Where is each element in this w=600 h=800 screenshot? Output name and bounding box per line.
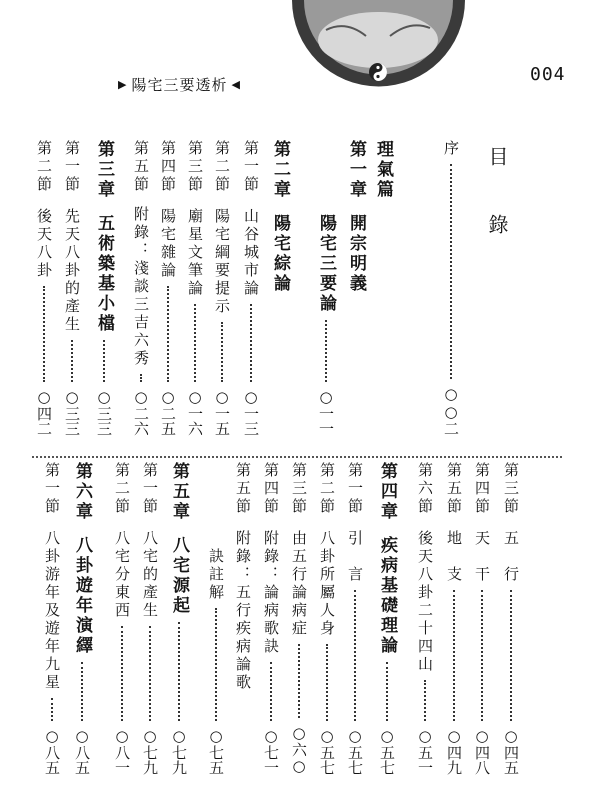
- toc-entry-page: ○一一: [317, 388, 335, 436]
- toc-entry-page: ○一三: [242, 388, 260, 436]
- toc-entry-page: ○五七: [318, 727, 336, 775]
- dot-leader: [354, 590, 356, 721]
- toc-entry: [73, 462, 90, 775]
- toc-entry-page: ○五七: [378, 727, 396, 775]
- toc-entry-title: 後天八卦: [35, 208, 53, 280]
- toc-entry-page: ○八五: [43, 727, 61, 775]
- toc-entry-page: ○一五: [213, 388, 231, 436]
- dot-leader: [325, 320, 327, 382]
- dot-leader: [43, 286, 45, 382]
- toc-entry-title: 由五行論病症: [290, 530, 308, 638]
- toc-entry: [170, 462, 187, 775]
- book-title-text: 陽宅三要透析: [131, 76, 228, 94]
- toc-entry-page: ○七九: [170, 727, 188, 775]
- toc-entry: [443, 140, 458, 436]
- toc-entry-page: ○六○: [290, 724, 308, 775]
- taiji-emblem-icon: [286, 0, 471, 100]
- toc-entry-title: 八宅分東西: [113, 530, 131, 620]
- toc-entry: [347, 462, 362, 775]
- toc-entry-page: ○二五: [159, 388, 177, 436]
- toc-entry-title: 八宅源起: [169, 536, 189, 616]
- toc-entry-label: 第二節: [35, 140, 53, 194]
- toc-entry-title: 理氣篇: [373, 140, 393, 200]
- toc-entry-label: 第五節: [132, 140, 150, 194]
- toc-heading-text: 目 錄: [485, 146, 509, 248]
- toc-entry: [114, 462, 129, 775]
- dot-leader: [149, 626, 151, 721]
- dot-leader: [510, 590, 512, 721]
- toc-entry-label: 第一節: [63, 140, 81, 194]
- toc-entry: [347, 140, 364, 436]
- toc-entry-label: 第四節: [473, 462, 491, 516]
- toc-entry-title: 序: [442, 140, 460, 158]
- toc-entry: [378, 462, 395, 775]
- dot-leader: [270, 662, 272, 721]
- toc-entry-page: ○七五: [207, 727, 225, 775]
- dot-leader: [194, 304, 196, 382]
- toc-entry-page: ○○二: [442, 385, 460, 436]
- toc-entry-label: 第五節: [234, 462, 252, 516]
- dot-leader: [81, 662, 83, 721]
- toc-entry-title: 八宅的產生: [141, 530, 159, 620]
- toc-entry-page: ○四九: [445, 727, 463, 775]
- dot-leader: [424, 680, 426, 721]
- toc-entry-page: ○四五: [502, 727, 520, 775]
- triangle-right-icon: ▶: [118, 78, 128, 91]
- toc-entry-label: 第三節: [186, 140, 204, 194]
- toc-entry: [263, 462, 278, 775]
- toc-entry-title: 陽宅綱要提示: [213, 208, 231, 316]
- toc-entry: [317, 214, 334, 436]
- toc-entry-title: 五 行: [502, 530, 520, 584]
- toc-entry-page: ○四八: [473, 727, 491, 775]
- toc-entry: [187, 140, 202, 436]
- toc-entry-title: 地 支: [445, 530, 463, 584]
- toc-entry: [64, 140, 79, 436]
- dot-leader: [250, 304, 252, 382]
- toc-entry-page: ○五一: [416, 727, 434, 775]
- toc-entry-label: 第三章: [94, 140, 114, 200]
- toc-entry-page: ○三三: [95, 388, 113, 436]
- dot-leader: [103, 340, 105, 382]
- toc-entry-title: 陽宅三要論: [316, 214, 336, 314]
- dot-leader: [450, 164, 452, 379]
- toc-entry: [36, 140, 51, 436]
- toc-entry-page: ○七一: [262, 727, 280, 775]
- toc-entry-label: 第一節: [242, 140, 260, 194]
- toc-entry-label: 第一節: [43, 462, 61, 516]
- toc-entry: [374, 140, 391, 436]
- toc-entry-label: 第二節: [318, 462, 336, 516]
- dot-leader: [71, 340, 73, 382]
- section-divider: [32, 456, 562, 458]
- toc-entry-title: 引 言: [346, 530, 364, 584]
- toc-entry-title: 五術築基小檔: [94, 214, 114, 334]
- toc-entry-title: 八卦所屬人身: [318, 530, 336, 638]
- dot-leader: [167, 286, 169, 382]
- toc-entry: [235, 462, 250, 700]
- toc-entry-label: 第一節: [346, 462, 364, 516]
- toc-entry-label: 第一章: [346, 140, 366, 200]
- toc-entry: [291, 462, 306, 775]
- toc-entry-page: ○一六: [186, 388, 204, 436]
- toc-entry-label: 第三節: [290, 462, 308, 516]
- dot-leader: [140, 374, 142, 382]
- dot-leader: [453, 590, 455, 721]
- toc-entry: [417, 462, 432, 775]
- book-title: [118, 74, 241, 95]
- dot-leader: [178, 622, 180, 721]
- toc-entry-title: 附錄：淺談三吉六秀: [132, 205, 150, 368]
- toc-entry-label: 第五章: [169, 462, 189, 522]
- toc-entry-title: 後天八卦二十四山: [416, 530, 434, 674]
- toc-entry: [160, 140, 175, 436]
- toc-entry-page: ○八一: [113, 727, 131, 775]
- dot-leader: [51, 698, 53, 721]
- toc-entry-label: 第四節: [262, 462, 280, 516]
- toc-entry-title: 陽宅雜論: [159, 208, 177, 280]
- toc-entry-page: ○四二: [35, 388, 53, 436]
- toc-entry-label: 第一節: [141, 462, 159, 516]
- toc-entry-label: 第六章: [72, 462, 92, 522]
- dot-leader: [298, 644, 300, 718]
- toc-entry-label: 第五節: [445, 462, 463, 516]
- toc-entry: [44, 462, 59, 775]
- toc-entry-title: 天 干: [473, 530, 491, 584]
- dot-leader: [221, 322, 223, 382]
- toc-entry-title: 山谷城市論: [242, 208, 260, 298]
- toc-entry: [95, 140, 112, 436]
- page-number: 004: [530, 64, 566, 85]
- toc-entry-page: ○二六: [132, 388, 150, 436]
- toc-entry-label: 第四節: [159, 140, 177, 194]
- triangle-left-icon: ◀: [231, 78, 241, 91]
- dot-leader: [121, 626, 123, 721]
- toc-entry: [208, 548, 223, 775]
- toc-entry-title: 附錄：五行疾病論歌: [234, 530, 252, 692]
- toc-entry-title: 先天八卦的產生: [63, 208, 81, 334]
- toc-entry-page: ○七九: [141, 727, 159, 775]
- toc-entry-page: ○八五: [73, 727, 91, 775]
- toc-entry-title: 八卦游年及遊年九星: [43, 530, 61, 692]
- dot-leader: [215, 608, 217, 721]
- dot-leader: [326, 644, 328, 721]
- toc-entry: [142, 462, 157, 775]
- toc-entry-page: ○三三: [63, 388, 81, 436]
- toc-entry-title: 開宗明義: [346, 214, 366, 294]
- toc-entry: [503, 462, 518, 775]
- toc-entry: [214, 140, 229, 436]
- toc-entry: [271, 140, 288, 436]
- toc-entry: [243, 140, 258, 436]
- toc-entry-title: 陽宅綜論: [270, 214, 290, 294]
- toc-entry: [446, 462, 461, 775]
- toc-entry-label: 第二章: [270, 140, 290, 200]
- toc-heading: [487, 146, 507, 248]
- toc-entry-label: 第六節: [416, 462, 434, 516]
- toc-entry: [133, 140, 148, 436]
- toc-entry-title: 疾病基礎理論: [377, 536, 397, 656]
- toc-entry-label: 第二節: [113, 462, 131, 516]
- toc-entry-title: 廟星文筆論: [186, 208, 204, 298]
- dot-leader: [481, 590, 483, 721]
- toc-entry: [474, 462, 489, 775]
- toc-entry-label: 第三節: [502, 462, 520, 516]
- toc-entry-title: 八卦遊年演繹: [72, 536, 92, 656]
- toc-entry-page: ○五七: [346, 727, 364, 775]
- toc-entry: [319, 462, 334, 775]
- toc-entry-label: 第四章: [377, 462, 397, 522]
- toc-entry-title: 訣註解: [207, 548, 225, 602]
- toc-entry-label: 第二節: [213, 140, 231, 194]
- dot-leader: [386, 662, 388, 721]
- toc-entry-title: 附錄：論病歌訣: [262, 530, 280, 656]
